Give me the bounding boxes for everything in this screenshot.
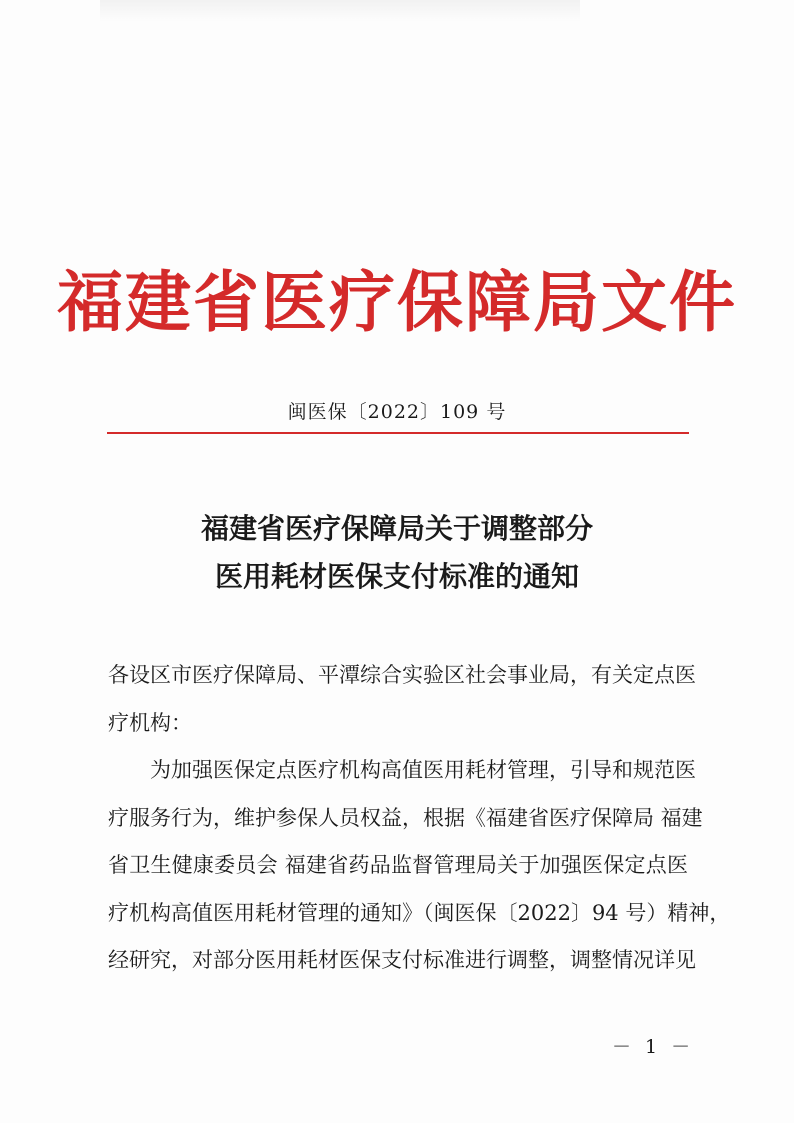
body-line: 疗机构： <box>108 710 192 735</box>
red-divider-line <box>107 432 689 434</box>
notice-title-line-2: 医用耗材医保支付标准的通知 <box>214 560 579 593</box>
body-line: 疗服务行为，维护参保人员权益，根据《福建省医疗保障局 福建 <box>108 805 703 830</box>
body-line: 省卫生健康委员会 福建省药品监督管理局关于加强医保定点医 <box>108 853 688 877</box>
notice-title <box>0 505 794 601</box>
org-header-title: 福建省医疗保障局文件 <box>57 263 737 341</box>
body-line: 疗机构高值医用耗材管理的通知》（闽医保〔2022〕94 号）精神， <box>108 900 731 925</box>
body-line: 为加强医保定点医疗机构高值医用耗材管理，引导和规范医 <box>150 758 696 782</box>
document-number: 闽医保〔2022〕109 号 <box>287 401 507 423</box>
body-line: 经研究，对部分医用耗材医保支付标准进行调整，调整情况详见 <box>108 948 696 972</box>
body-line: 各设区市医疗保障局、平潭综合实验区社会事业局，有关定点医 <box>108 663 696 687</box>
page-number: － 1 － <box>612 1036 695 1058</box>
body-text <box>108 652 731 985</box>
notice-title-line-1: 福建省医疗保障局关于调整部分 <box>200 512 593 545</box>
scan-artifact <box>100 0 580 22</box>
